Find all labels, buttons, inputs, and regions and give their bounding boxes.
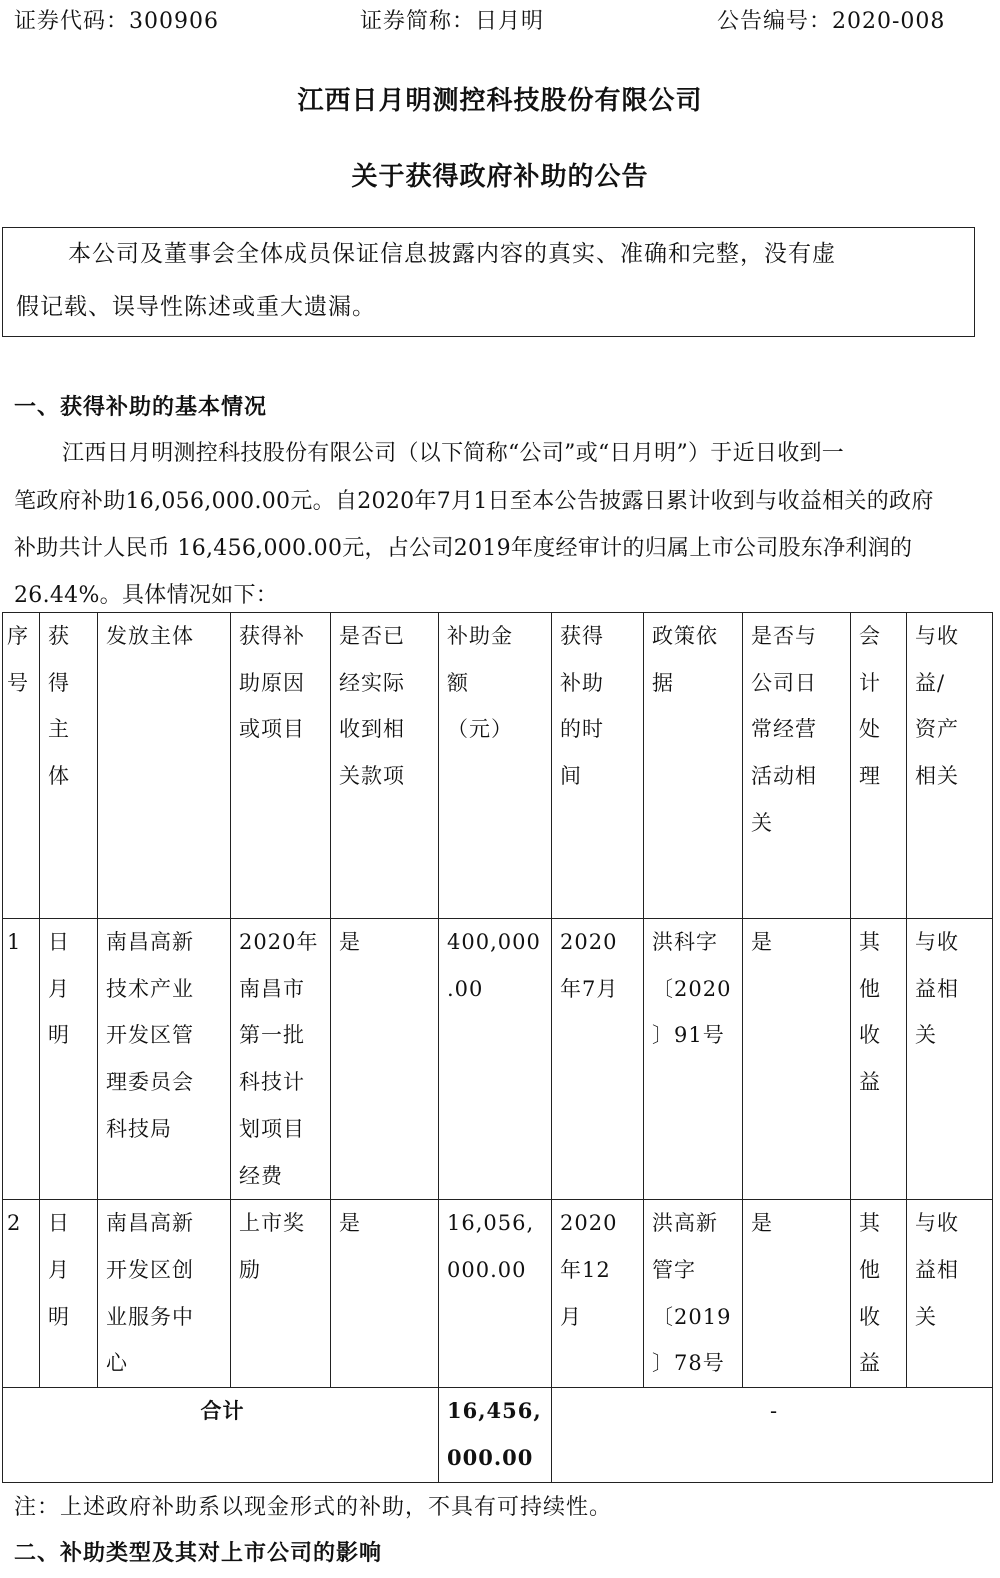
cell-income-asset: 与收 益相 关 xyxy=(907,919,993,1200)
table-row xyxy=(3,919,993,1200)
cell-index: 1 xyxy=(3,919,40,1200)
cell-received: 是 xyxy=(331,1200,439,1388)
header-cell-index: 序 号 xyxy=(3,613,40,919)
cell-policy: 洪科字 〔2020 〕91号 xyxy=(644,919,743,1200)
announcement-title: 关于获得政府补助的公告 xyxy=(351,162,649,192)
paragraph-line-4: 26.44%。具体情况如下： xyxy=(14,583,279,608)
cell-time: 2020 年12 月 xyxy=(552,1200,644,1388)
cell-operating-related: 是 xyxy=(743,1200,851,1388)
header-cell-time: 获得 补助 的时 间 xyxy=(552,613,644,919)
total-amount: 16,456, 000.00 xyxy=(439,1388,552,1483)
total-rest: - xyxy=(552,1388,993,1483)
cell-reason: 上市奖 励 xyxy=(231,1200,331,1388)
announcement-number: 公告编号：2020-008 xyxy=(717,9,946,34)
table-header-row xyxy=(3,613,993,919)
paragraph-line-1: 江西日月明测控科技股份有限公司（以下简称“公司”或“日月明”）于近日收到一 xyxy=(62,441,845,466)
cell-amount: 16,056, 000.00 xyxy=(439,1200,552,1388)
security-abbreviation: 证券简称：日月明 xyxy=(360,9,545,34)
cell-issuer: 南昌高新 技术产业 开发区管 理委员会 科技局 xyxy=(98,919,231,1200)
cell-time: 2020 年7月 xyxy=(552,919,644,1200)
cell-amount: 400,000 .00 xyxy=(439,919,552,1200)
cell-operating-related: 是 xyxy=(743,919,851,1200)
total-label: 合计 xyxy=(3,1388,439,1483)
table-note: 注：上述政府补助系以现金形式的补助，不具有可持续性。 xyxy=(14,1495,613,1520)
header-cell-amount: 补助金 额 （元） xyxy=(439,613,552,919)
header-cell-policy: 政策依 据 xyxy=(644,613,743,919)
paragraph-line-2: 笔政府补助16,056,000.00元。自2020年7月1日至本公告披露日累计收到与收益相关的政府 xyxy=(14,489,934,514)
table-row xyxy=(3,1200,993,1388)
cell-recipient: 日 月 明 xyxy=(40,1200,98,1388)
header-cell-income-asset: 与收 益/ 资产 相关 xyxy=(907,613,993,919)
cell-accounting: 其 他 收 益 xyxy=(851,1200,907,1388)
company-title: 江西日月明测控科技股份有限公司 xyxy=(297,86,703,116)
paragraph-line-3: 补助共计人民币 16,456,000.00元，占公司2019年度经审计的归属上市公司股东净利润的 xyxy=(14,536,913,561)
header-cell-received: 是否已 经实际 收到相 关款项 xyxy=(331,613,439,919)
header-cell-issuer: 发放主体 xyxy=(98,613,231,919)
cell-policy: 洪高新 管字 〔2019 〕78号 xyxy=(644,1200,743,1388)
cell-reason: 2020年 南昌市 第一批 科技计 划项目 经费 xyxy=(231,919,331,1200)
cell-income-asset: 与收 益相 关 xyxy=(907,1200,993,1388)
section-2-heading: 二、补助类型及其对上市公司的影响 xyxy=(14,1540,383,1566)
subsidy-table xyxy=(2,612,993,1483)
cell-issuer: 南昌高新 开发区创 业服务中 心 xyxy=(98,1200,231,1388)
header-cell-accounting: 会 计 处 理 xyxy=(851,613,907,919)
table-total-row xyxy=(3,1388,993,1483)
disclaimer-line-1: 本公司及董事会全体成员保证信息披露内容的真实、准确和完整，没有虚 xyxy=(68,241,836,267)
cell-accounting: 其 他 收 益 xyxy=(851,919,907,1200)
section-1-heading: 一、获得补助的基本情况 xyxy=(14,394,268,420)
disclaimer-line-2: 假记载、误导性陈述或重大遗漏。 xyxy=(16,294,376,320)
cell-recipient: 日 月 明 xyxy=(40,919,98,1200)
header-cell-operating-related: 是否与 公司日 常经营 活动相 关 xyxy=(743,613,851,919)
header-cell-reason: 获得补 助原因 或项目 xyxy=(231,613,331,919)
cell-received: 是 xyxy=(331,919,439,1200)
security-code: 证券代码：300906 xyxy=(14,9,219,34)
cell-index: 2 xyxy=(3,1200,40,1388)
header-cell-recipient: 获 得 主 体 xyxy=(40,613,98,919)
